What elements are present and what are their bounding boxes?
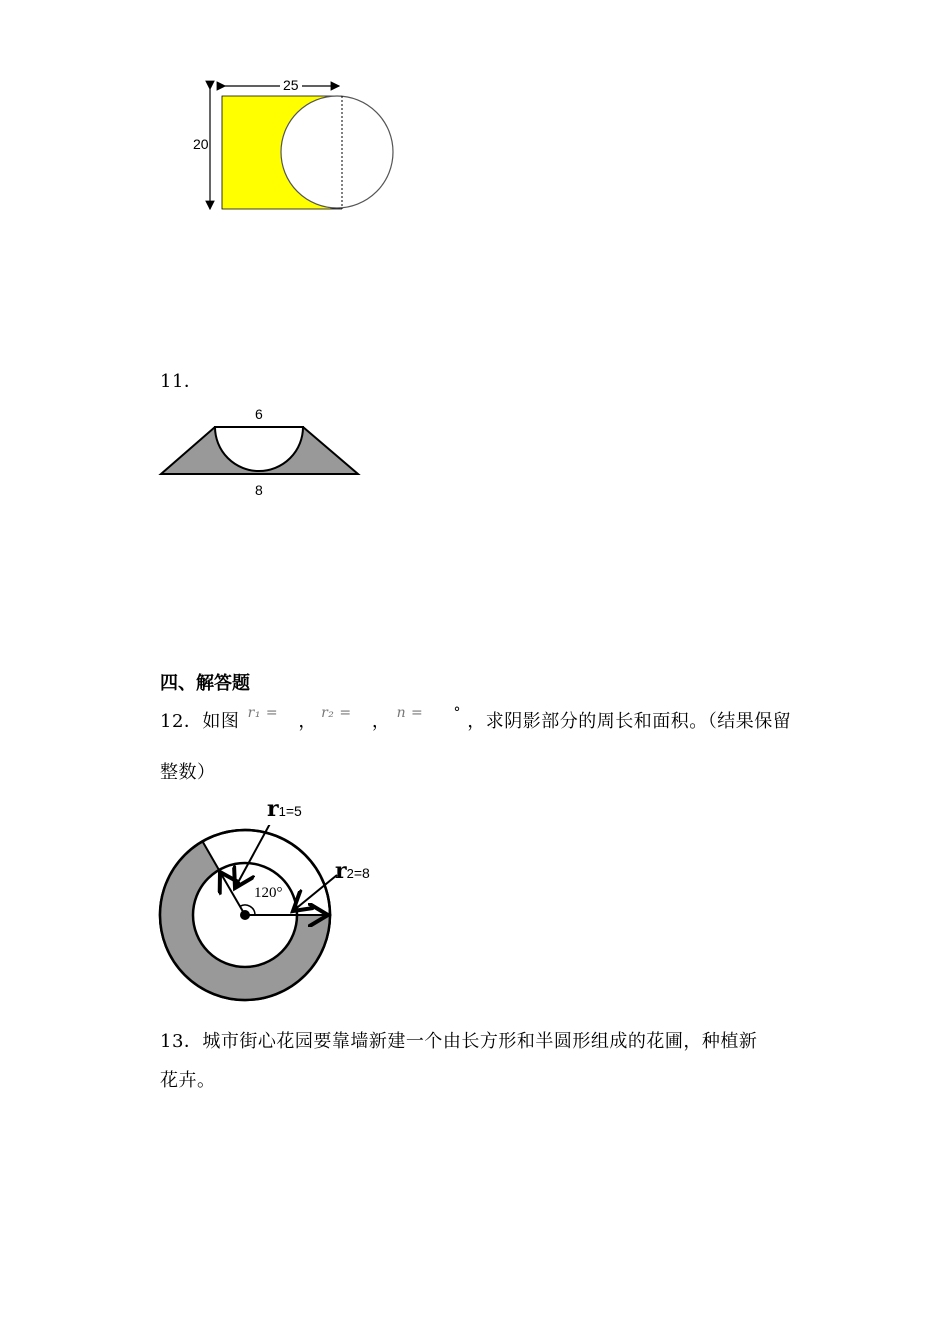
q12-line1 bbox=[160, 707, 791, 733]
r1-letter: r bbox=[267, 796, 279, 822]
degree-symbol: ° bbox=[453, 705, 462, 721]
height-label: 20 bbox=[193, 136, 209, 152]
top-base-label: 6 bbox=[255, 406, 263, 422]
q13-line2: 花卉。 bbox=[160, 1070, 216, 1091]
q12-text-tail: ，求阴影部分的周长和面积。（结果保留 bbox=[467, 711, 792, 732]
r1-subscript: 1 bbox=[278, 804, 286, 819]
r2-value: =8 bbox=[353, 865, 370, 881]
comma-1: ， bbox=[298, 711, 317, 732]
r1-value: =5 bbox=[285, 803, 302, 819]
q12-prefix: 12．如图 bbox=[160, 711, 240, 732]
figure-rectangle-circle bbox=[185, 75, 405, 220]
n-symbol: n = bbox=[396, 705, 424, 721]
r2-symbol: r₂ = bbox=[321, 705, 352, 721]
figure-annulus bbox=[155, 825, 340, 1005]
bottom-base-label: 8 bbox=[255, 482, 263, 498]
r1-symbol: r₁ = bbox=[247, 705, 279, 721]
r2-label bbox=[335, 858, 370, 884]
q13-line1: 13．城市街心花园要靠墙新建一个由长方形和半圆形组成的花圃，种植新 bbox=[160, 1031, 758, 1052]
r2-letter: r bbox=[335, 858, 347, 884]
width-label: 25 bbox=[280, 77, 302, 93]
figure-trapezoid-semicircle bbox=[158, 420, 363, 480]
q12-line2: 整数） bbox=[160, 762, 216, 783]
comma-2: ， bbox=[371, 711, 391, 732]
circle-shape bbox=[281, 96, 393, 208]
q11-number: 11． bbox=[160, 371, 203, 392]
r2-subscript: 2 bbox=[346, 866, 354, 881]
section-heading: 四、解答题 bbox=[160, 673, 250, 694]
angle-label: 120° bbox=[254, 885, 283, 901]
center-dot bbox=[240, 910, 250, 920]
r1-label bbox=[267, 796, 302, 822]
